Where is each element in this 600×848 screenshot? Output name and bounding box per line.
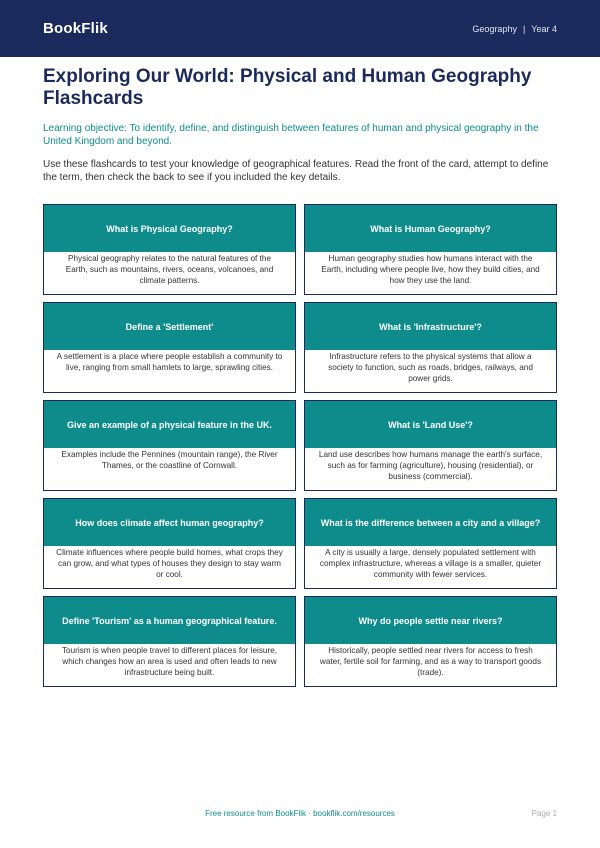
flashcard bbox=[43, 498, 296, 589]
subject-label: Geography bbox=[472, 23, 517, 34]
flashcard-front: What is Human Geography? bbox=[305, 205, 556, 252]
intro-text: Use these flashcards to test your knowledge of geographical features. Read the front of the card, attempt to define the term, then check the back to see if you included the key details. bbox=[43, 159, 549, 183]
flashcard-back-text: Land use describes how humans manage the earth's surface, such as for farming (agriculture), housing (residential), or business (commercial). bbox=[318, 450, 543, 481]
flashcard-front: How does climate affect human geography? bbox=[44, 499, 295, 546]
flashcard-back bbox=[44, 448, 295, 490]
flashcard-front: What is 'Infrastructure'? bbox=[305, 303, 556, 350]
flashcard bbox=[304, 596, 557, 687]
flashcard bbox=[304, 498, 557, 589]
flashcard bbox=[304, 204, 557, 295]
flashcard-grid bbox=[43, 204, 557, 687]
flashcard-front: What is the difference between a city and a village? bbox=[305, 499, 556, 546]
flashcard-back bbox=[44, 644, 295, 686]
flashcard-back-text: A settlement is a place where people establish a community to live, ranging from small hamlets to large, sprawling cities. bbox=[56, 352, 283, 372]
brand-logo[interactable]: BookFlik bbox=[43, 20, 108, 37]
flashcard-front: Define a 'Settlement' bbox=[44, 303, 295, 350]
flashcard bbox=[43, 204, 296, 295]
page-number: Page 1 bbox=[531, 809, 557, 818]
learning-objective: Learning objective: To identify, define, and distinguish between features of human and physical geography in the United Kingdom and beyond. bbox=[43, 123, 539, 147]
flashcard bbox=[43, 596, 296, 687]
flashcard-front: What is 'Land Use'? bbox=[305, 401, 556, 448]
header-meta bbox=[472, 24, 557, 34]
page-header bbox=[0, 0, 600, 57]
header-separator: | bbox=[522, 23, 526, 34]
flashcard-front: Define 'Tourism' as a human geographical feature. bbox=[44, 597, 295, 644]
flashcard-back bbox=[44, 252, 295, 294]
flashcard-back bbox=[305, 350, 556, 392]
flashcard-back-text: Examples include the Pennines (mountain range), the River Thames, or the coastline of Cornwall. bbox=[61, 450, 278, 470]
flashcard-back-text: Climate influences where people build homes, what crops they can grow, and what types of houses they design to stay warm or cool. bbox=[56, 548, 283, 579]
flashcard-back bbox=[44, 350, 295, 392]
flashcard-back bbox=[305, 546, 556, 588]
flashcard bbox=[304, 400, 557, 491]
flashcard-front: Give an example of a physical feature in the UK. bbox=[44, 401, 295, 448]
year-label: Year 4 bbox=[531, 23, 557, 34]
flashcard-back-text: Historically, people settled near rivers for access to fresh water, fertile soil for farming, and as a way to transport goods (trade). bbox=[319, 646, 542, 677]
flashcard-back bbox=[305, 448, 556, 490]
flashcard bbox=[304, 302, 557, 393]
flashcard-front: Why do people settle near rivers? bbox=[305, 597, 556, 644]
flashcard-back-text: Infrastructure refers to the physical systems that allow a society to function, such as roads, bridges, railways, and power grids. bbox=[328, 352, 533, 383]
flashcard-back bbox=[305, 644, 556, 686]
flashcard bbox=[43, 302, 296, 393]
flashcard-back-text: Physical geography relates to the natural features of the Earth, such as mountains, rivers, oceans, volcanoes, and climate patterns. bbox=[65, 254, 274, 285]
page-title: Exploring Our World: Physical and Human Geography Flashcards bbox=[43, 66, 532, 109]
flashcard-back bbox=[305, 252, 556, 294]
flashcard-back-text: Tourism is when people travel to different places for leisure, which changes how an area is used and often leads to new infrastructure being built. bbox=[61, 646, 278, 677]
flashcard-back-text: A city is usually a large, densely populated settlement with complex infrastructure, whereas a village is a smaller, quieter community with fewer services. bbox=[319, 548, 542, 579]
flashcard-back-text: Human geography studies how humans interact with the Earth, including where people live, how they build cities, and how they use the land. bbox=[321, 254, 540, 285]
flashcard bbox=[43, 400, 296, 491]
footer-resource-link[interactable]: Free resource from BookFlik · bookflik.com/resources bbox=[205, 809, 395, 818]
flashcard-back bbox=[44, 546, 295, 588]
flashcard-front: What is Physical Geography? bbox=[44, 205, 295, 252]
